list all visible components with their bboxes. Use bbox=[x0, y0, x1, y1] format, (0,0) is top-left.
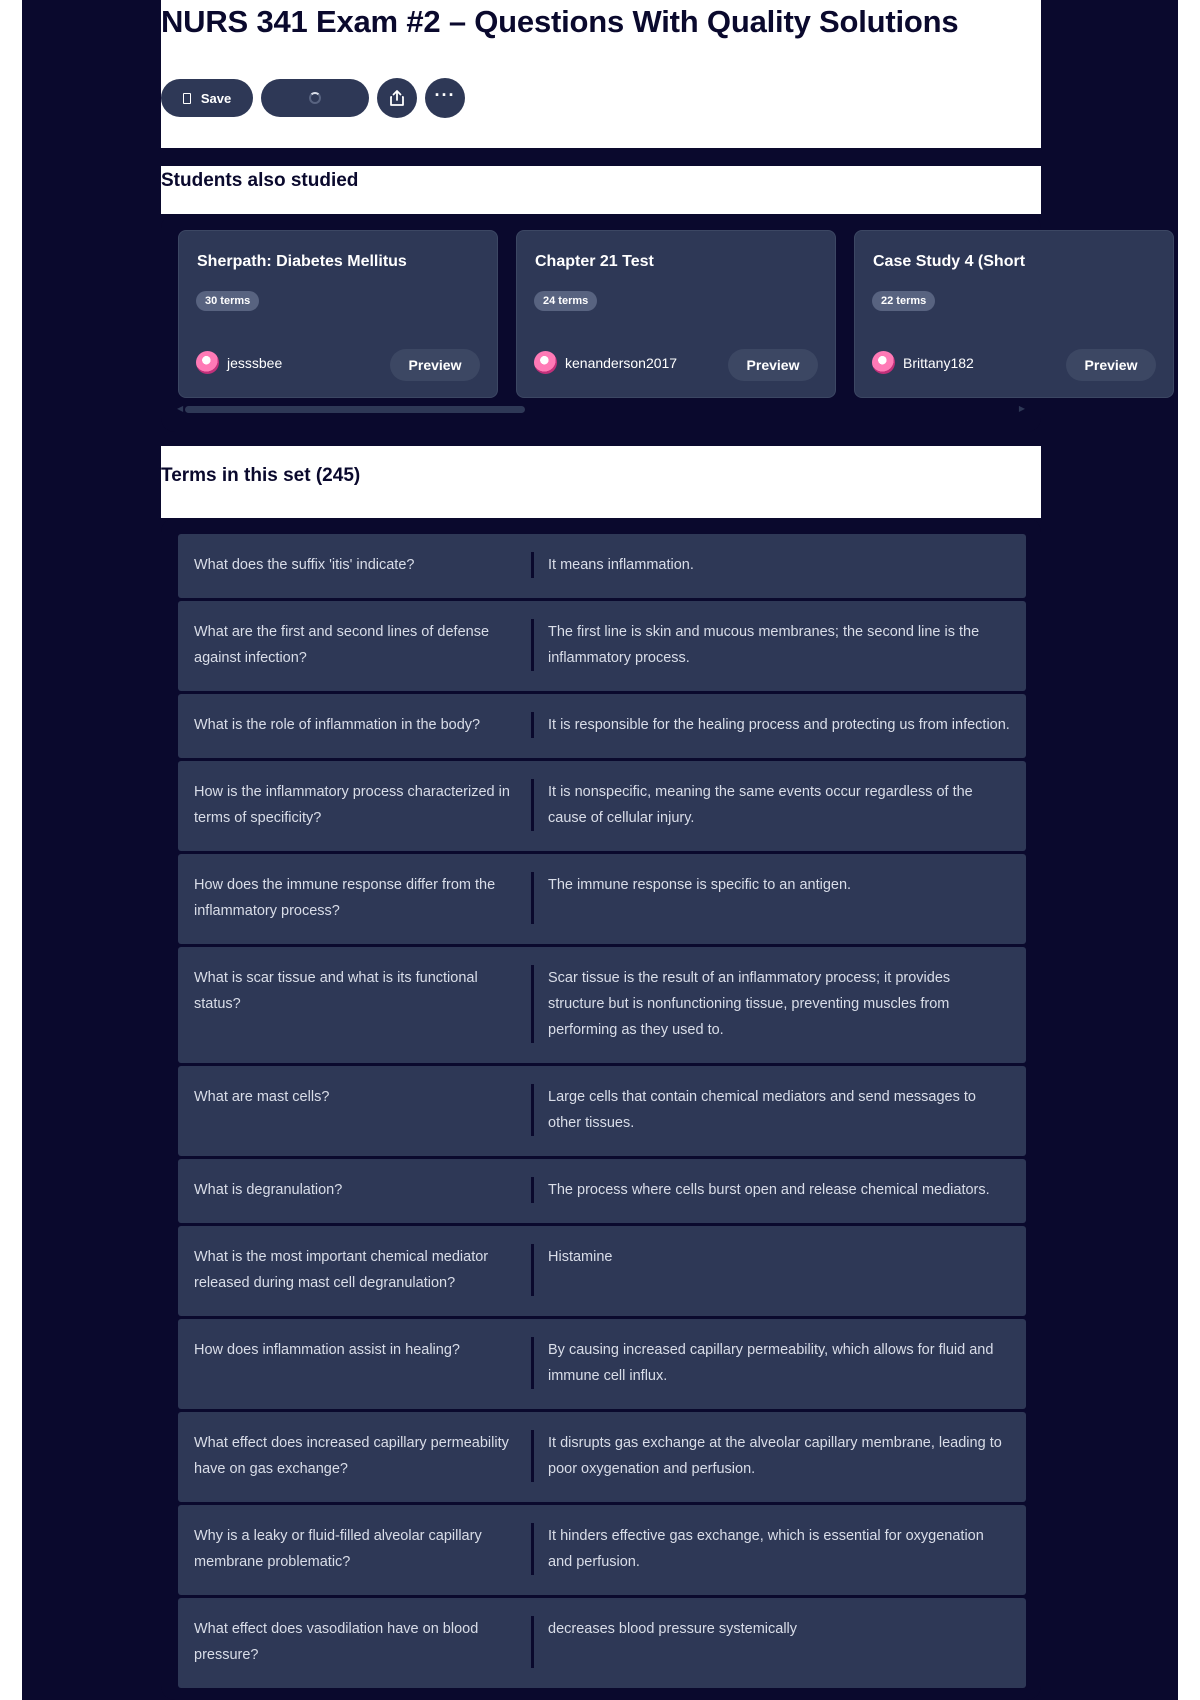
term-row[interactable] bbox=[178, 534, 1026, 598]
term-row[interactable] bbox=[178, 1066, 1026, 1156]
term-question: How is the inflammatory process characterized in terms of specificity? bbox=[178, 779, 534, 831]
scroll-left-icon[interactable]: ◀ bbox=[177, 404, 184, 413]
study-set-card[interactable] bbox=[516, 230, 836, 398]
more-options-button[interactable] bbox=[425, 78, 465, 118]
save-label: Save bbox=[200, 90, 232, 106]
term-answer: Scar tissue is the result of an inflammatory process; it provides structure but is nonfunctioning tissue, preventing muscles from performing as they used to. bbox=[548, 970, 951, 1038]
term-question: What does the suffix 'itis' indicate? bbox=[178, 552, 534, 578]
term-row[interactable] bbox=[178, 1319, 1026, 1409]
scrollbar-thumb[interactable] bbox=[185, 406, 525, 413]
term-answer: The immune response is specific to an antigen. bbox=[548, 877, 852, 893]
carousel-cards bbox=[178, 230, 1138, 400]
study-set-card[interactable] bbox=[854, 230, 1174, 398]
card-author[interactable] bbox=[196, 351, 282, 374]
term-question: What is the role of inflammation in the body? bbox=[178, 712, 534, 738]
term-answer: The process where cells burst open and release chemical mediators. bbox=[548, 1182, 990, 1198]
term-question: What is degranulation? bbox=[178, 1177, 534, 1203]
term-row[interactable] bbox=[178, 1226, 1026, 1316]
card-title: Case Study 4 (Short bbox=[873, 253, 1026, 270]
preview-button[interactable]: Preview bbox=[390, 349, 480, 381]
preview-button[interactable]: Preview bbox=[728, 349, 818, 381]
term-row[interactable] bbox=[178, 761, 1026, 851]
card-title: Chapter 21 Test bbox=[535, 253, 654, 270]
term-answer: By causing increased capillary permeability, which allows for fluid and immune cell influx. bbox=[548, 1342, 994, 1384]
bookmark-icon bbox=[183, 93, 191, 104]
avatar bbox=[196, 351, 219, 374]
preview-button[interactable]: Preview bbox=[1066, 349, 1156, 381]
terms-count-badge: 24 terms bbox=[534, 291, 597, 311]
term-row[interactable] bbox=[178, 854, 1026, 944]
scroll-right-icon[interactable]: ▶ bbox=[1018, 404, 1025, 413]
terms-container bbox=[161, 518, 1041, 1700]
term-question: How does inflammation assist in healing? bbox=[178, 1337, 534, 1389]
term-answer: Large cells that contain chemical mediators and send messages to other tissues. bbox=[548, 1089, 976, 1131]
term-answer: It disrupts gas exchange at the alveolar capillary membrane, leading to poor oxygenation and perfusion. bbox=[548, 1435, 1002, 1477]
term-question: What is scar tissue and what is its functional status? bbox=[178, 965, 534, 1043]
term-answer: Histamine bbox=[548, 1249, 613, 1265]
term-row[interactable] bbox=[178, 1598, 1026, 1688]
term-question: What effect does increased capillary permeability have on gas exchange? bbox=[178, 1430, 534, 1482]
term-answer: It hinders effective gas exchange, which is essential for oxygenation and perfusion. bbox=[548, 1528, 984, 1570]
term-row[interactable] bbox=[178, 1505, 1026, 1595]
share-icon bbox=[388, 89, 406, 107]
students-also-studied-carousel bbox=[161, 214, 1138, 432]
author-name: kenanderson2017 bbox=[565, 354, 678, 371]
term-answer: It is responsible for the healing process and protecting us from infection. bbox=[548, 717, 1010, 733]
action-bar bbox=[161, 78, 473, 118]
author-name: jesssbee bbox=[227, 354, 283, 371]
card-author[interactable] bbox=[534, 351, 677, 374]
card-author[interactable] bbox=[872, 351, 974, 374]
term-row[interactable] bbox=[178, 947, 1026, 1063]
page-title: NURS 341 Exam #2 – Questions With Quality Solutions bbox=[161, 4, 959, 39]
term-question: How does the immune response differ from the inflammatory process? bbox=[178, 872, 534, 924]
term-answer: It means inflammation. bbox=[548, 557, 694, 573]
carousel-scrollbar[interactable] bbox=[177, 404, 1025, 414]
term-answer: The first line is skin and mucous membranes; the second line is the inflammatory process. bbox=[548, 624, 980, 666]
term-question: Why is a leaky or fluid-filled alveolar capillary membrane problematic? bbox=[178, 1523, 534, 1575]
avatar bbox=[534, 351, 557, 374]
author-name: Brittany182 bbox=[903, 354, 974, 371]
spinner-icon bbox=[309, 92, 321, 104]
term-question: What is the most important chemical mediator released during mast cell degranulation? bbox=[178, 1244, 534, 1296]
terms-count-badge: 22 terms bbox=[872, 291, 935, 311]
term-question: What effect does vasodilation have on blood pressure? bbox=[178, 1616, 534, 1668]
loading-button[interactable] bbox=[261, 79, 369, 117]
main-content bbox=[161, 0, 1138, 1700]
term-row[interactable] bbox=[178, 1159, 1026, 1223]
terms-list bbox=[178, 534, 1026, 1691]
terms-count-badge: 30 terms bbox=[196, 291, 259, 311]
study-set-card[interactable] bbox=[178, 230, 498, 398]
avatar bbox=[872, 351, 895, 374]
save-button[interactable] bbox=[161, 79, 253, 117]
card-title: Sherpath: Diabetes Mellitus bbox=[197, 253, 407, 270]
term-answer: decreases blood pressure systemically bbox=[548, 1621, 798, 1637]
term-row[interactable] bbox=[178, 694, 1026, 758]
term-answer: It is nonspecific, meaning the same events occur regardless of the cause of cellular injury. bbox=[548, 784, 973, 826]
term-question: What are mast cells? bbox=[178, 1084, 534, 1136]
terms-count-heading: Terms in this set (245) bbox=[161, 465, 361, 486]
share-button[interactable] bbox=[377, 78, 417, 118]
term-row[interactable] bbox=[178, 601, 1026, 691]
term-question: What are the first and second lines of defense against infection? bbox=[178, 619, 534, 671]
term-row[interactable] bbox=[178, 1412, 1026, 1502]
students-also-studied-heading: Students also studied bbox=[161, 170, 359, 191]
more-horizontal-icon: ··· bbox=[434, 85, 456, 105]
